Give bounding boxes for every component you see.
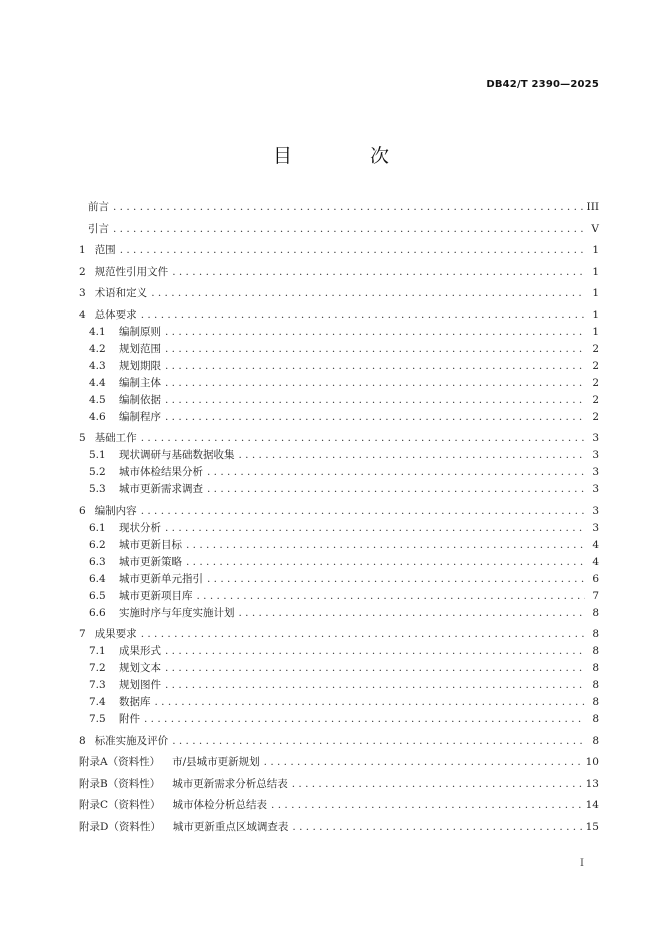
toc-entry-page: 3: [592, 483, 599, 495]
toc-leader-dots: [165, 677, 585, 694]
toc-entry-title: 城市更新单元指引: [119, 572, 203, 585]
toc-entry-page: 1: [592, 244, 599, 256]
toc-entry[interactable]: [79, 520, 599, 537]
toc-entry[interactable]: [79, 324, 599, 341]
toc-entry-number: 6.6: [89, 606, 106, 619]
toc-entry[interactable]: [79, 409, 599, 426]
toc-entry-page: 1: [592, 287, 599, 299]
toc-leader-dots: [165, 375, 585, 392]
toc-entry-title: 现状分析: [119, 521, 161, 534]
toc-entry-number: 8: [79, 734, 86, 747]
toc-entry[interactable]: [79, 341, 599, 358]
toc-entry-page: III: [586, 201, 599, 213]
toc-leader-dots: [292, 776, 582, 793]
toc-entry-number: 7: [79, 628, 86, 640]
toc-entry-number: 7.5: [89, 713, 106, 725]
toc-entry[interactable]: [79, 503, 599, 520]
toc-entry-number: 5.2: [89, 466, 106, 478]
toc-entry-title: 基础工作: [94, 432, 137, 444]
toc-entry[interactable]: [79, 571, 599, 588]
toc-leader-dots: [239, 605, 586, 622]
toc-leader-dots: [172, 264, 585, 281]
toc-entry[interactable]: [79, 776, 599, 793]
toc-entry-page: 1: [592, 325, 599, 338]
toc-entry-number: 4.4: [89, 376, 106, 389]
toc-entry[interactable]: [79, 264, 599, 281]
toc-entry-number: 4.2: [89, 342, 106, 355]
toc-leader-dots: [141, 626, 585, 643]
toc-entry[interactable]: [79, 754, 599, 771]
toc-entry-number: 附录C（资料性）: [79, 799, 161, 811]
toc-entry-title: 规划图件: [119, 679, 161, 691]
toc-entry-title: 引言: [88, 222, 109, 235]
toc-entry-page: 8: [592, 662, 599, 674]
toc-entry[interactable]: [79, 464, 599, 481]
toc-entry-title: 城市体检结果分析: [119, 466, 203, 478]
toc-leader-dots: [292, 819, 581, 836]
toc-entry-page: 3: [592, 449, 599, 461]
toc-entry[interactable]: [79, 588, 599, 605]
toc-entry-number: 1: [79, 244, 86, 256]
toc-entry-number: 4: [79, 308, 86, 321]
toc-leader-dots: [165, 324, 585, 341]
toc-entry[interactable]: [79, 677, 599, 694]
toc-leader-dots: [141, 430, 585, 447]
toc-leader-dots: [113, 221, 585, 238]
toc-entry-number: 5.1: [89, 449, 106, 461]
toc-entry-title: 城市更新策略: [119, 555, 182, 568]
toc-entry-page: 2: [592, 410, 599, 423]
toc-entry[interactable]: [79, 711, 599, 728]
toc-entry-title: 成果要求: [94, 628, 137, 640]
toc-entry-title: 规范性引用文件: [94, 265, 169, 278]
toc-title: 目 次: [272, 145, 426, 167]
toc-entry-page: 2: [592, 376, 599, 389]
toc-entry-title: 城市体检分析总结表: [172, 799, 268, 811]
toc-entry[interactable]: [79, 537, 599, 554]
toc-entry[interactable]: [79, 392, 599, 409]
toc-entry-title: 城市更新目标: [119, 538, 182, 551]
toc-leader-dots: [207, 571, 585, 588]
toc-leader-dots: [197, 588, 586, 605]
toc-entry-page: 3: [592, 432, 599, 444]
toc-entry-page: 8: [592, 679, 599, 691]
table-of-contents: [79, 199, 599, 836]
toc-entry[interactable]: [79, 375, 599, 392]
toc-entry-title: 范围: [94, 244, 116, 256]
toc-entry-title: 编制原则: [119, 325, 161, 338]
toc-leader-dots: [165, 660, 585, 677]
toc-leader-dots: [207, 464, 585, 481]
toc-entry-page: 8: [592, 645, 599, 657]
toc-entry-number: 附录A（资料性）: [79, 756, 161, 768]
toc-entry-title: 城市更新项目库: [119, 589, 193, 602]
toc-entry-number: 4.1: [89, 325, 106, 338]
toc-entry-page: 2: [592, 359, 599, 372]
toc-leader-dots: [151, 285, 585, 302]
toc-entry-title: 编制依据: [119, 393, 161, 406]
toc-entry-title: 城市更新需求分析总结表: [172, 777, 288, 790]
toc-entry-title: 规划范围: [119, 342, 161, 355]
toc-entry-page: 4: [592, 555, 599, 568]
toc-entry-page: 4: [592, 538, 599, 551]
toc-entry-page: 10: [585, 756, 599, 768]
toc-entry-page: 3: [592, 521, 599, 534]
toc-entry-number: 7.2: [89, 662, 106, 674]
toc-leader-dots: [165, 643, 585, 660]
toc-entry-page: 13: [585, 777, 599, 790]
toc-entry[interactable]: [79, 430, 599, 447]
toc-entry-title: 编制内容: [94, 504, 137, 517]
toc-entry-title: 城市更新需求调查: [119, 483, 203, 495]
toc-entry[interactable]: [79, 447, 599, 464]
toc-entry[interactable]: [79, 819, 599, 836]
toc-entry-page: 1: [592, 308, 599, 321]
toc-entry[interactable]: [79, 660, 599, 677]
toc-entry-number: 6.5: [89, 589, 106, 602]
toc-entry-title: 标准实施及评价: [94, 734, 169, 747]
toc-entry-page: 8: [592, 734, 599, 747]
toc-leader-dots: [113, 199, 583, 216]
toc-leader-dots: [144, 711, 585, 728]
toc-leader-dots: [165, 392, 585, 409]
toc-leader-dots: [186, 554, 585, 571]
toc-entry[interactable]: [79, 242, 599, 259]
toc-entry[interactable]: [79, 307, 599, 324]
toc-entry-page: 8: [592, 628, 599, 640]
toc-entry-number: 6: [79, 504, 86, 517]
toc-entry[interactable]: [79, 554, 599, 571]
toc-entry[interactable]: [79, 481, 599, 498]
toc-leader-dots: [207, 481, 585, 498]
toc-entry[interactable]: [79, 221, 599, 238]
toc-entry-page: 2: [592, 342, 599, 355]
toc-entry-page: 8: [592, 606, 599, 619]
toc-leader-dots: [271, 797, 582, 814]
document-code: DB42/T 2390—2025: [486, 79, 599, 90]
toc-entry-number: 4.5: [89, 393, 106, 406]
toc-entry-title: 规划文本: [119, 662, 161, 674]
toc-entry-page: 3: [592, 466, 599, 478]
toc-entry-page: 15: [585, 820, 599, 833]
toc-entry-number: 6.4: [89, 572, 106, 585]
toc-entry-title: 市/县城市更新规划: [172, 756, 260, 768]
toc-entry[interactable]: [79, 285, 599, 302]
toc-leader-dots: [172, 733, 585, 750]
toc-leader-dots: [165, 358, 585, 375]
toc-entry-title: 编制主体: [119, 376, 161, 389]
toc-entry-number: 3: [79, 287, 86, 299]
toc-entry-page: 1: [592, 265, 599, 278]
toc-entry[interactable]: [79, 643, 599, 660]
toc-entry-number: 附录B（资料性）: [79, 777, 161, 790]
toc-entry-title: 附件: [119, 713, 140, 725]
toc-leader-dots: [239, 447, 586, 464]
toc-entry-number: 5: [79, 432, 86, 444]
toc-leader-dots: [155, 694, 586, 711]
toc-entry[interactable]: [79, 358, 599, 375]
toc-entry[interactable]: [79, 797, 599, 814]
toc-entry-title: 成果形式: [119, 645, 161, 657]
toc-leader-dots: [186, 537, 585, 554]
toc-entry-number: 7.4: [89, 696, 106, 708]
toc-entry-title: 编制程序: [119, 410, 161, 423]
toc-entry-page: 2: [592, 393, 599, 406]
toc-leader-dots: [264, 754, 582, 771]
toc-entry-number: 6.1: [89, 521, 106, 534]
toc-entry[interactable]: [79, 605, 599, 622]
toc-entry-title: 数据库: [119, 696, 151, 708]
toc-entry[interactable]: [79, 199, 599, 216]
toc-entry-title: 前言: [88, 201, 109, 213]
toc-entry-page: 7: [592, 589, 599, 602]
toc-entry-number: 6.3: [89, 555, 106, 568]
toc-entry-number: 4.6: [89, 410, 106, 423]
toc-entry-page: 6: [592, 572, 599, 585]
toc-entry[interactable]: [79, 733, 599, 750]
toc-leader-dots: [165, 520, 585, 537]
toc-leader-dots: [165, 409, 585, 426]
toc-entry[interactable]: [79, 626, 599, 643]
toc-entry-title: 现状调研与基础数据收集: [119, 449, 235, 461]
toc-leader-dots: [141, 307, 585, 324]
toc-entry-number: 附录D（资料性）: [79, 820, 161, 833]
toc-entry-page: 3: [592, 504, 599, 517]
toc-entry-number: 2: [79, 265, 86, 278]
toc-leader-dots: [141, 503, 585, 520]
page-number: I: [580, 858, 584, 869]
toc-leader-dots: [120, 242, 585, 259]
toc-entry-number: 4.3: [89, 359, 106, 372]
toc-entry-number: 5.3: [89, 483, 106, 495]
toc-entry-page: V: [591, 222, 599, 235]
toc-entry-title: 实施时序与年度实施计划: [119, 606, 235, 619]
toc-entry-page: 8: [592, 696, 599, 708]
toc-entry[interactable]: [79, 694, 599, 711]
toc-leader-dots: [165, 341, 585, 358]
toc-entry-number: 7.1: [89, 645, 106, 657]
toc-entry-title: 城市更新重点区域调查表: [172, 820, 289, 833]
toc-entry-title: 术语和定义: [94, 287, 148, 299]
toc-entry-number: 7.3: [89, 679, 106, 691]
toc-entry-title: 规划期限: [119, 359, 161, 372]
toc-entry-page: 8: [592, 713, 599, 725]
toc-entry-page: 14: [585, 799, 599, 811]
toc-entry-number: 6.2: [89, 538, 106, 551]
toc-entry-title: 总体要求: [94, 308, 137, 321]
